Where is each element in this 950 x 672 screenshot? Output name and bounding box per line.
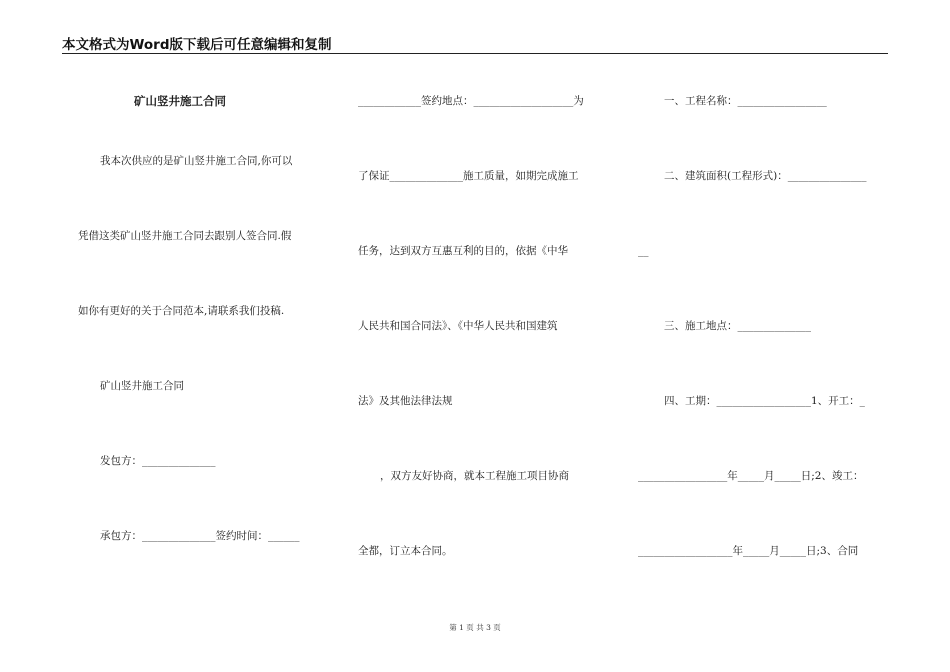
text-line: _________________年_____月_____日;2、竣工： xyxy=(638,470,864,482)
text-line: ，双方友好协商，就本工程施工项目协商 xyxy=(380,470,569,482)
document-title: 矿山竖井施工合同 xyxy=(134,94,226,108)
building-area-field: 二、建筑面积(工程形式)：_______________ xyxy=(664,170,867,182)
contractor-field: 承包方：______________签约时间：______ xyxy=(100,530,300,542)
text-line: 法》及其他法律法规 xyxy=(358,395,453,407)
project-name-field: 一、工程名称：_________________ xyxy=(664,95,827,107)
text-line: 全都，订立本合同。 xyxy=(358,545,453,557)
text-line: 人民共和国合同法》、《中华人民共和国建筑 xyxy=(358,320,558,332)
text-line: 如你有更好的关于合同范本,请联系我们投稿. xyxy=(78,305,285,317)
page-number: 第 1 页 共 3 页 xyxy=(449,623,501,632)
employer-field: 发包方：______________ xyxy=(100,455,216,467)
text-line: 了保证______________施工质量，如期完成施工 xyxy=(358,170,579,182)
text-line: __ xyxy=(638,245,649,257)
page-header: 本文格式为Word版下载后可任意编辑和复制 xyxy=(62,37,888,54)
text-line: __________________年_____月_____日;3、合同 xyxy=(638,545,859,557)
section-heading: 矿山竖井施工合同 xyxy=(100,380,184,392)
duration-field: 四、工期：__________________1、开工：_ xyxy=(664,395,865,407)
site-location-field: 三、施工地点：______________ xyxy=(664,320,811,332)
text-line: ____________签约地点：___________________为 xyxy=(358,95,584,107)
text-line: 我本次供应的是矿山竖井施工合同,你可以 xyxy=(100,155,293,167)
text-line: 凭借这类矿山竖井施工合同去跟别人签合同.假 xyxy=(78,230,292,242)
text-line: 任务，达到双方互惠互利的目的，依据《中华 xyxy=(358,245,568,257)
